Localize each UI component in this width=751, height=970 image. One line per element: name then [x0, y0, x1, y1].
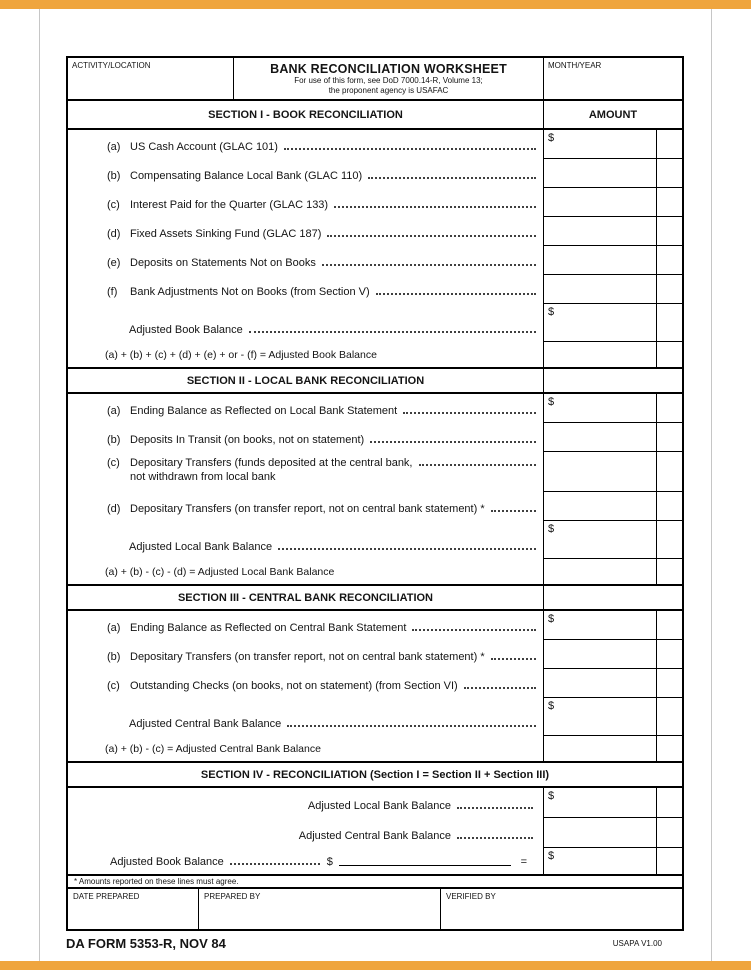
- amount-main: [544, 788, 656, 817]
- amount-field: [543, 818, 682, 848]
- amount-field: [543, 159, 682, 188]
- line-letter: (a): [107, 405, 121, 417]
- line-letter: (b): [107, 434, 121, 446]
- line-letter: (d): [107, 228, 121, 240]
- line-left: [68, 611, 543, 640]
- footnote-row: [68, 876, 682, 889]
- section1-total-line: [68, 304, 682, 342]
- dotted-leader: [412, 629, 536, 631]
- line-letter: (f): [107, 286, 118, 298]
- bank-reconciliation-form: [66, 56, 684, 931]
- cents-column: [656, 369, 682, 392]
- amount-field: [543, 130, 682, 159]
- form-title: BANK RECONCILIATION WORKSHEET: [270, 62, 507, 76]
- cents-column: [656, 586, 682, 609]
- section3-total-line: [68, 698, 682, 736]
- line-letter: (d): [107, 503, 121, 515]
- equals-sign: =: [520, 856, 527, 868]
- cents-column: [656, 130, 682, 158]
- line-label: Depositary Transfers (on transfer report, not on central bank statement) *: [130, 651, 485, 663]
- dollar-sign: $: [326, 856, 333, 868]
- amount-field: [543, 188, 682, 217]
- dotted-leader: [491, 658, 536, 660]
- cents-column: [656, 736, 682, 761]
- line-left: [68, 304, 543, 342]
- line-label: Outstanding Checks (on books, not on statement) (from Section VI): [130, 680, 458, 692]
- dotted-leader: [403, 412, 536, 414]
- document-page: [39, 9, 712, 961]
- amount-field: [543, 394, 682, 423]
- amount-field: [543, 423, 682, 452]
- line-letter: (b): [107, 651, 121, 663]
- cents-column: [656, 342, 682, 367]
- dotted-leader: [370, 441, 536, 443]
- line-left: [68, 640, 543, 669]
- dotted-leader: [249, 331, 536, 333]
- form-line: [68, 452, 682, 492]
- section2-formula-line: [68, 559, 682, 584]
- amount-column-header: AMOUNT: [543, 101, 682, 128]
- dotted-leader: [322, 264, 536, 266]
- amount-main: [544, 521, 656, 558]
- dotted-leader: [419, 464, 537, 466]
- amount-main: [544, 159, 656, 187]
- line-left: [68, 669, 543, 698]
- form-line: [68, 188, 682, 217]
- line-left: [68, 736, 543, 761]
- amount-field: [543, 217, 682, 246]
- formula-text: (a) + (b) - (c) - (d) = Adjusted Local Bank Balance: [105, 565, 335, 578]
- form-line: [68, 788, 682, 818]
- amount-field: [543, 848, 682, 874]
- form-line: [68, 246, 682, 275]
- amount-main: [544, 818, 656, 847]
- cents-column: [656, 304, 682, 341]
- line-left: [68, 559, 543, 584]
- section1-title: SECTION I - BOOK RECONCILIATION: [208, 108, 403, 121]
- two-line-first: [130, 457, 543, 469]
- form-line: [68, 423, 682, 452]
- amount-main: [544, 736, 656, 761]
- line-label: Adjusted Local Bank Balance: [307, 800, 451, 812]
- line-letter: (c): [107, 680, 120, 692]
- line-left: [68, 130, 543, 159]
- activity-location-cell: [68, 58, 234, 99]
- amount-main: [544, 246, 656, 274]
- line-label: Bank Adjustments Not on Books (from Section V): [130, 286, 370, 298]
- line-letter: (c): [107, 199, 120, 211]
- line-letter: (e): [107, 257, 121, 269]
- section4-title: SECTION IV - RECONCILIATION (Section I = Section II + Section III): [200, 768, 550, 781]
- cents-column: [656, 698, 682, 735]
- amount-field: [543, 640, 682, 669]
- amount-column-spacer: [543, 586, 682, 609]
- form-subtitle-line1: For use of this form, see DoD 7000.14-R, Volume 13;: [294, 76, 483, 85]
- cents-column: [656, 640, 682, 668]
- cents-column: [656, 275, 682, 303]
- amount-main: [544, 698, 656, 735]
- line-letter: (a): [107, 141, 121, 153]
- amount-field: [543, 521, 682, 559]
- amount-field: [543, 611, 682, 640]
- line-label: Fixed Assets Sinking Fund (GLAC 187): [130, 228, 322, 240]
- section1-header-row: [68, 101, 682, 130]
- form-line: [68, 394, 682, 423]
- line-left: [68, 188, 543, 217]
- line-label: Adjusted Book Balance: [110, 856, 224, 868]
- dotted-leader: [491, 510, 536, 512]
- section4-final-line: [68, 848, 682, 876]
- line-letter: (c): [107, 457, 120, 469]
- dollar-sign: $: [548, 523, 555, 535]
- line-label: Deposits In Transit (on books, not on statement): [130, 434, 365, 446]
- line-left: [68, 159, 543, 188]
- line-left: [68, 698, 543, 736]
- form-line: [68, 130, 682, 159]
- line-label: Interest Paid for the Quarter (GLAC 133): [130, 199, 329, 211]
- dollar-sign: $: [548, 396, 555, 408]
- cents-column: [656, 246, 682, 274]
- formula-text: (a) + (b) - (c) = Adjusted Central Bank Balance: [105, 742, 321, 755]
- formula-text: (a) + (b) + (c) + (d) + (e) + or - (f) = Adjusted Book Balance: [105, 348, 377, 361]
- total-label: Adjusted Local Bank Balance: [129, 541, 273, 553]
- amount-main: [544, 423, 656, 451]
- amount-main: [544, 369, 656, 392]
- amount-main: [544, 275, 656, 303]
- form-line: [68, 611, 682, 640]
- section3-header-row: [68, 584, 682, 611]
- total-label: Adjusted Book Balance: [129, 324, 243, 336]
- amount-main: [544, 304, 656, 341]
- amount-field: [543, 275, 682, 304]
- cents-column: [656, 848, 682, 874]
- cents-column: [656, 669, 682, 697]
- page-accent-bar-bottom: [0, 961, 751, 970]
- line-left: [68, 342, 543, 367]
- dotted-leader: [376, 293, 536, 295]
- line-left: [68, 394, 543, 423]
- amount-main: [544, 452, 656, 491]
- amount-field: [543, 246, 682, 275]
- amount-main: [544, 394, 656, 422]
- dotted-leader: [457, 837, 533, 839]
- total-label: Adjusted Central Bank Balance: [129, 718, 282, 730]
- form-footer: [66, 936, 684, 951]
- line-label: Depositary Transfers (funds deposited at the central bank,: [130, 457, 413, 469]
- cents-column: [656, 423, 682, 451]
- two-line-label: [130, 457, 543, 483]
- prepared-by-cell: [198, 889, 440, 929]
- amount-main: [544, 217, 656, 245]
- amount-main: [544, 342, 656, 367]
- cents-column: [656, 559, 682, 584]
- amount-field: [543, 342, 682, 367]
- amount-field: [543, 788, 682, 818]
- dollar-sign: $: [548, 850, 555, 862]
- form-version: USAPA V1.00: [612, 939, 662, 948]
- amount-main: [544, 188, 656, 216]
- amount-field: [543, 304, 682, 342]
- cents-column: [656, 159, 682, 187]
- amount-field: [543, 698, 682, 736]
- line-label: Adjusted Central Bank Balance: [298, 830, 451, 842]
- amount-main: [544, 586, 656, 609]
- form-line: [68, 217, 682, 246]
- dollar-sign: $: [548, 613, 555, 625]
- dollar-sign: $: [548, 306, 555, 318]
- form-line: [68, 275, 682, 304]
- dotted-leader: [327, 235, 536, 237]
- form-line: [68, 159, 682, 188]
- section3-title: SECTION III - CENTRAL BANK RECONCILIATION: [177, 591, 434, 604]
- cents-column: [656, 452, 682, 491]
- month-year-cell: [543, 58, 682, 99]
- dollar-sign: $: [548, 790, 555, 802]
- dollar-sign: $: [548, 132, 555, 144]
- section2-total-line: [68, 521, 682, 559]
- cents-column: [656, 394, 682, 422]
- dotted-leader: [284, 148, 536, 150]
- section2-header-row: [68, 367, 682, 394]
- line-left: [68, 452, 543, 492]
- prepared-by-label: PREPARED BY: [204, 892, 261, 901]
- amount-field: [543, 559, 682, 584]
- amount-main: [544, 611, 656, 639]
- amount-column-spacer: [543, 369, 682, 392]
- amount-main: [544, 130, 656, 158]
- date-prepared-label: DATE PREPARED: [73, 892, 140, 901]
- line-label: Ending Balance as Reflected on Central Bank Statement: [130, 622, 407, 634]
- amount-field: [543, 492, 682, 521]
- line-left: [68, 788, 543, 818]
- line-left: [68, 423, 543, 452]
- date-prepared-cell: [68, 889, 198, 929]
- line-letter: (a): [107, 622, 121, 634]
- amount-main: [544, 559, 656, 584]
- line-letter: (b): [107, 170, 121, 182]
- section1-formula-line: [68, 342, 682, 367]
- dotted-leader: [278, 548, 536, 550]
- line-label: Ending Balance as Reflected on Local Bank Statement: [130, 405, 398, 417]
- form-line: [68, 818, 682, 848]
- cents-column: [656, 188, 682, 216]
- amount-field: [543, 669, 682, 698]
- dotted-leader: [368, 177, 536, 179]
- line-label: US Cash Account (GLAC 101): [130, 141, 278, 153]
- cents-column: [656, 611, 682, 639]
- dotted-leader: [464, 687, 536, 689]
- form-title-cell: [234, 58, 543, 99]
- activity-location-label: ACTIVITY/LOCATION: [72, 61, 151, 70]
- cents-column: [656, 788, 682, 817]
- line-left: [68, 848, 543, 874]
- section2-title: SECTION II - LOCAL BANK RECONCILIATION: [186, 374, 425, 387]
- dotted-leader: [230, 863, 320, 865]
- verified-by-cell: [440, 889, 682, 929]
- form-id: DA FORM 5353-R, NOV 84: [66, 936, 226, 951]
- form-line: [68, 669, 682, 698]
- dotted-leader: [287, 725, 536, 727]
- amount-write-line: [339, 865, 511, 866]
- form-line: [68, 492, 682, 521]
- amount-main: [544, 492, 656, 520]
- dollar-sign: $: [548, 700, 555, 712]
- form-subtitle-line2: the proponent agency is USAFAC: [328, 86, 449, 96]
- cents-column: [656, 217, 682, 245]
- cents-column: [656, 818, 682, 847]
- line-left: [68, 275, 543, 304]
- month-year-label: MONTH/YEAR: [548, 61, 602, 70]
- line-left: [68, 246, 543, 275]
- line-left: [68, 818, 543, 848]
- amount-main: [544, 669, 656, 697]
- dotted-leader: [334, 206, 536, 208]
- line-label: Compensating Balance Local Bank (GLAC 110): [130, 170, 363, 182]
- amount-main: [544, 848, 656, 874]
- page-accent-bar-top: [0, 0, 751, 9]
- amount-field: [543, 452, 682, 492]
- line-left: [68, 217, 543, 246]
- section4-header-row: [68, 761, 682, 788]
- line-label: Deposits on Statements Not on Books: [130, 257, 316, 269]
- section3-formula-line: [68, 736, 682, 761]
- signature-row: [68, 889, 682, 929]
- verified-by-label: VERIFIED BY: [446, 892, 496, 901]
- form-header-row: [68, 58, 682, 101]
- line-left: [68, 521, 543, 559]
- line-label-continued: not withdrawn from local bank: [130, 471, 276, 483]
- cents-column: [656, 492, 682, 520]
- line-label: Depositary Transfers (on transfer report, not on central bank statement) *: [130, 503, 485, 515]
- cents-column: [656, 521, 682, 558]
- form-line: [68, 640, 682, 669]
- amount-field: [543, 736, 682, 761]
- dotted-leader: [457, 807, 533, 809]
- footnote-text: * Amounts reported on these lines must agree.: [74, 877, 239, 886]
- line-left: [68, 492, 543, 521]
- amount-main: [544, 640, 656, 668]
